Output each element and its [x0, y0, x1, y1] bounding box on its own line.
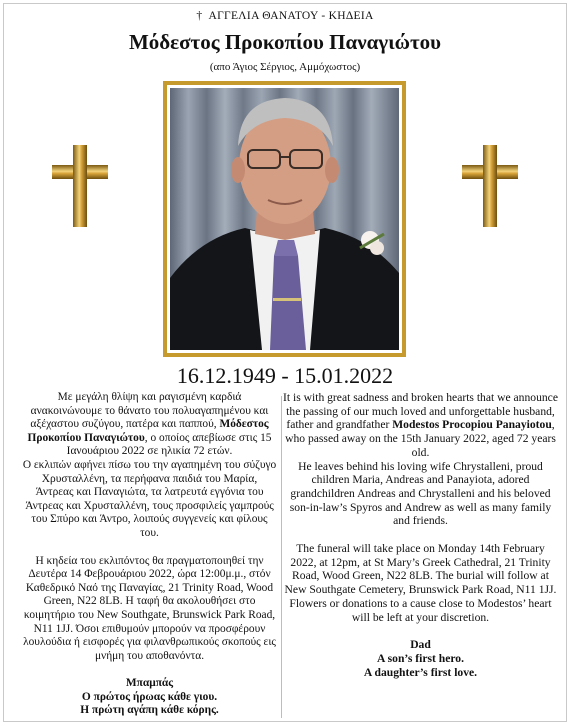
english-paragraph-3: The funeral will take place on Monday 14th February 2022, at 12pm, at St Mary’s Greek Cathedral, 21 Trinity Road, Wood Green, N22 8LB. The burial will follow at New Southgate Cemetery, Brunswick Park Road, N11 1JJ. — [284, 542, 557, 597]
gold-cross-icon — [50, 145, 110, 227]
gold-cross-icon — [460, 145, 520, 227]
announcement-heading — [0, 10, 570, 22]
portrait-frame — [163, 81, 406, 357]
column-divider — [281, 396, 282, 718]
greek-paragraph-3: Η κηδεία του εκλιπόντος θα πραγματοποιηθεί την Δευτέρα 14 Φεβρουάριου 2022, ώρα 12:00μ.μ., στόν Καθεδρικό Ναό της Παναγίας, 21 Trinity Road, Wood Green, N22 8LB. Η ταφή θα ακολουθήσει στο κοιμητήριο του New Southgate, Brunswick Park Road, N11 1JJ. Όσοι επιθυμούν μπορούν να προσφέρουν λουλούδια ή εισφορές για φιλανθρωπικούς σκοπούς εις μνήμη του αποθανόντα. — [23, 554, 276, 662]
english-paragraph-4: Flowers or donations to a cause close to Modestos’ heart will be left at your discretion. — [289, 596, 552, 624]
greek-p1-text: Με μεγάλη θλίψη και ραγισμένη καρδιά ανακοινώνουμε το θάνατο του πολυαγαπημένου και αξέχαστου συζύγου, πατέρα και παππού, — [30, 391, 269, 431]
deceased-name: Μόδεστος Προκοπίου Παναγιώτου — [128, 30, 442, 54]
english-signature-line-1: A son’s first hero. — [377, 651, 464, 665]
english-name-bold: Modestos Procopiou Panayiotou — [392, 418, 552, 432]
english-signature-title: Dad — [410, 638, 431, 652]
greek-paragraph-2: Ο εκλιπών αφήνει πίσω του την αγαπημένη του σύζυγο Χρυσταλλένη, τα περήφανα παιδιά του Μαρία, Άντρεας και Παναγιώτα, τα λατρευτά εγγόνια του Άντρεας και Χρυσταλλένη, τους προσφιλείς γαμπρούς του Σπύρο και Άντρο, λοιπούς συγγενείς και φίλους του. — [22, 458, 277, 539]
english-signature-line-2: A daughter’s first love. — [363, 665, 478, 679]
greek-signature-line-1: Ο πρώτος ήρωας κάθε γιου. — [81, 690, 218, 703]
life-dates: 16.12.1949 - 15.01.2022 — [176, 363, 394, 388]
greek-signature-title: Μπαμπάς — [125, 677, 174, 690]
english-paragraph-2: He leaves behind his loving wife Chrystalleni, proud children Maria, Andreas and Panayiota, adored grandchildren Andreas and Chrystalleni and his beloved son-in-law’s Spyros and Andrew as well as many family and friends. — [289, 459, 552, 528]
english-p1-end: , who passed away on the 15th January 2022, aged 72 years old. — [285, 418, 556, 459]
dagger-icon: † — [196, 10, 203, 22]
greek-paragraph-1 — [22, 391, 277, 459]
greek-name-bold: Μόδεστος Προκοπίου Παναγιώτου — [27, 418, 269, 444]
announcement-text: ΑΓΓΕΛΙΑ ΘΑΝΑΤΟΥ - ΚΗΔΕΙΑ — [208, 10, 374, 22]
greek-p1-end: , ο οποίος απεβίωσε στις 15 Ιανουάριου 2022 σε ηλικία 72 ετών. — [66, 431, 272, 458]
english-paragraph-1 — [283, 391, 558, 460]
english-p1-text: It is with great sadness and broken hearts that we announce the passing of our much loved and unforgettable husband, father and grandfather — [283, 391, 558, 432]
greek-column — [22, 391, 277, 718]
origin-line: (απο Άγιος Σέργιος, Αμμόχωστος) — [209, 61, 361, 73]
portrait-photo — [170, 88, 399, 350]
english-column — [283, 391, 558, 679]
greek-signature-line-2: Η πρώτη αγάπη κάθε κόρης. — [80, 704, 219, 717]
